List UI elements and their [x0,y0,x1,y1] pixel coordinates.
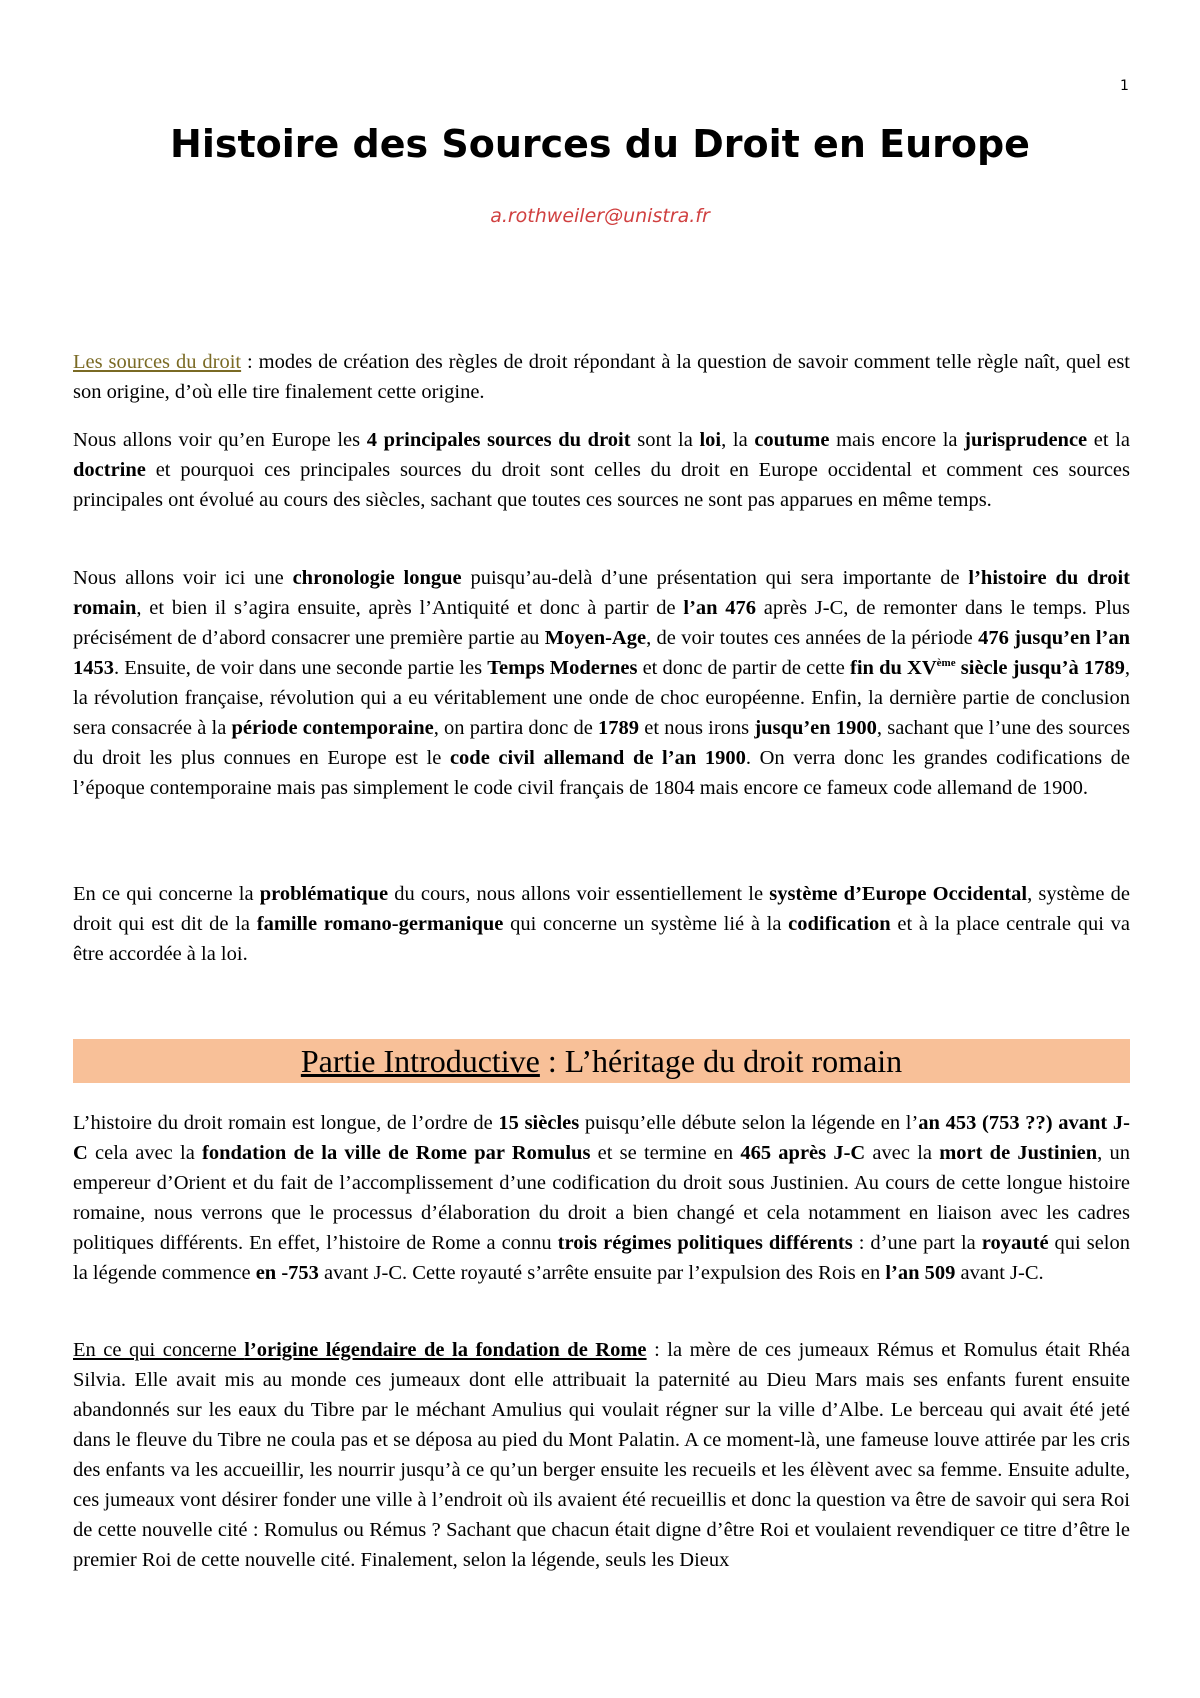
document-title: Histoire des Sources du Droit en Europe [170,122,1030,166]
paragraph-legendary-origin: En ce qui concerne l’origine légendaire de la fondation de Rome : la mère de ces jumeaux Rémus et Romulus était Rhéa Silvia. Elle avait mis au monde ces jumeaux dont elle attribuait la paternité au Dieu Mars mais ses enfants furent ensuite abandonnés sur les eaux du Tibre par le méchant Amulius qui voulait régner sur la ville d’Albe. Le berceau qui avait été jeté dans le fleuve du Tibre ne coula pas et se déposa au pied du Mont Palatin. A ce moment-là, une fameuse louve attirée par les cris des enfants va les accueillir, les nourrir jusqu’à ce qu’un berger ensuite les recueils et les élèvent avec sa femme. Ensuite adulte, ces jumeaux vont désirer fonder une ville à l’endroit où ils avaient été recueillis et donc la question va être de savoir qui sera Roi de cette nouvelle cité : Romulus ou Rémus ? Sachant que chacun était digne d’être Roi et voulaient revendiquer ce titre d’être le premier Roi de cette nouvelle cité. Finalement, selon la légende, seuls les Dieux [73,1339,1131,1571]
section-heading-introductive [73,1039,1130,1083]
paragraph-four-sources: Nous allons voir qu’en Europe les 4 principales sources du droit sont la loi, la coutume mais encore la jurisprudence et la doctrine et pourquoi ces principales sources du droit sont celles du droit en Europe occidental et comment ces sources principales ont évolué au cours des siècles, sachant que toutes ces sources ne sont pas apparues en même temps. [73,429,1131,511]
paragraph-problematique: En ce qui concerne la problématique du cours, nous allons voir essentiellement le système d’Europe Occidental, système de droit qui est dit de la famille romano-germanique qui concerne un système lié à la codification et à la place centrale qui va être accordée à la loi. [73,883,1130,965]
section-heading-label: Partie Introductive [300,1043,540,1079]
paragraph-roman-law-history: L’histoire du droit romain est longue, de l’ordre de 15 siècles puisqu’elle débute selon la légende en l’an 453 (753 ??) avant J-C cela avec la fondation de la ville de Rome par Romulus et se termine en 465 après J-C avec la mort de Justinien, un empereur d’Orient et du fait de l’accomplissement d’une codification du droit sous Justinien. Au cours de cette longue histoire romaine, nous verrons que le processus d’élaboration du droit a bien changé et cela notamment en liaison avec les cadres politiques différents. En effet, l’histoire de Rome a connu trois régimes politiques différents : d’une part la royauté qui selon la légende commence en -753 avant J-C. Cette royauté s’arrête ensuite par l’expulsion des Rois en l’an 509 avant J-C. [73,1112,1130,1284]
term-sources-du-droit: Les sources du droit [73,351,242,373]
page-number: 1 [1120,78,1129,94]
paragraph-chronology: Nous allons voir ici une chronologie longue puisqu’au-delà d’une présentation qui sera importante de l’histoire du droit romain, et bien il s’agira ensuite, après l’Antiquité et donc à partir de l’an 476 après J-C, de remonter dans le temps. Plus précisément de d’abord consacrer une première partie au Moyen-Age, de voir toutes ces années de la période 476 jusqu’en l’an 1453. Ensuite, de voir dans une seconde partie les Temps Modernes et donc de partir de cette fin du XVème siècle jusqu’à 1789, la révolution française, révolution qui a eu véritablement une onde de choc européenne. Enfin, la dernière partie de conclusion sera consacrée à la période contemporaine, on partira donc de 1789 et nous irons jusqu’en 1900, sachant que l’une des sources du droit les plus connues en Europe est le code civil allemand de l’an 1900. On verra donc les grandes codifications de l’époque contemporaine mais pas simplement le code civil français de 1804 mais encore ce fameux code allemand de 1900. [73,567,1131,799]
section-heading-rest: : L’héritage du droit romain [539,1043,903,1079]
paragraph-sources-definition: Les sources du droit : modes de création des règles de droit répondant à la question de savoir comment telle règle naît, quel est son origine, d’où elle tire finalement cette origine. [73,351,1131,403]
author-email-link[interactable]: a.rothweiler@unistra.fr [490,205,710,227]
